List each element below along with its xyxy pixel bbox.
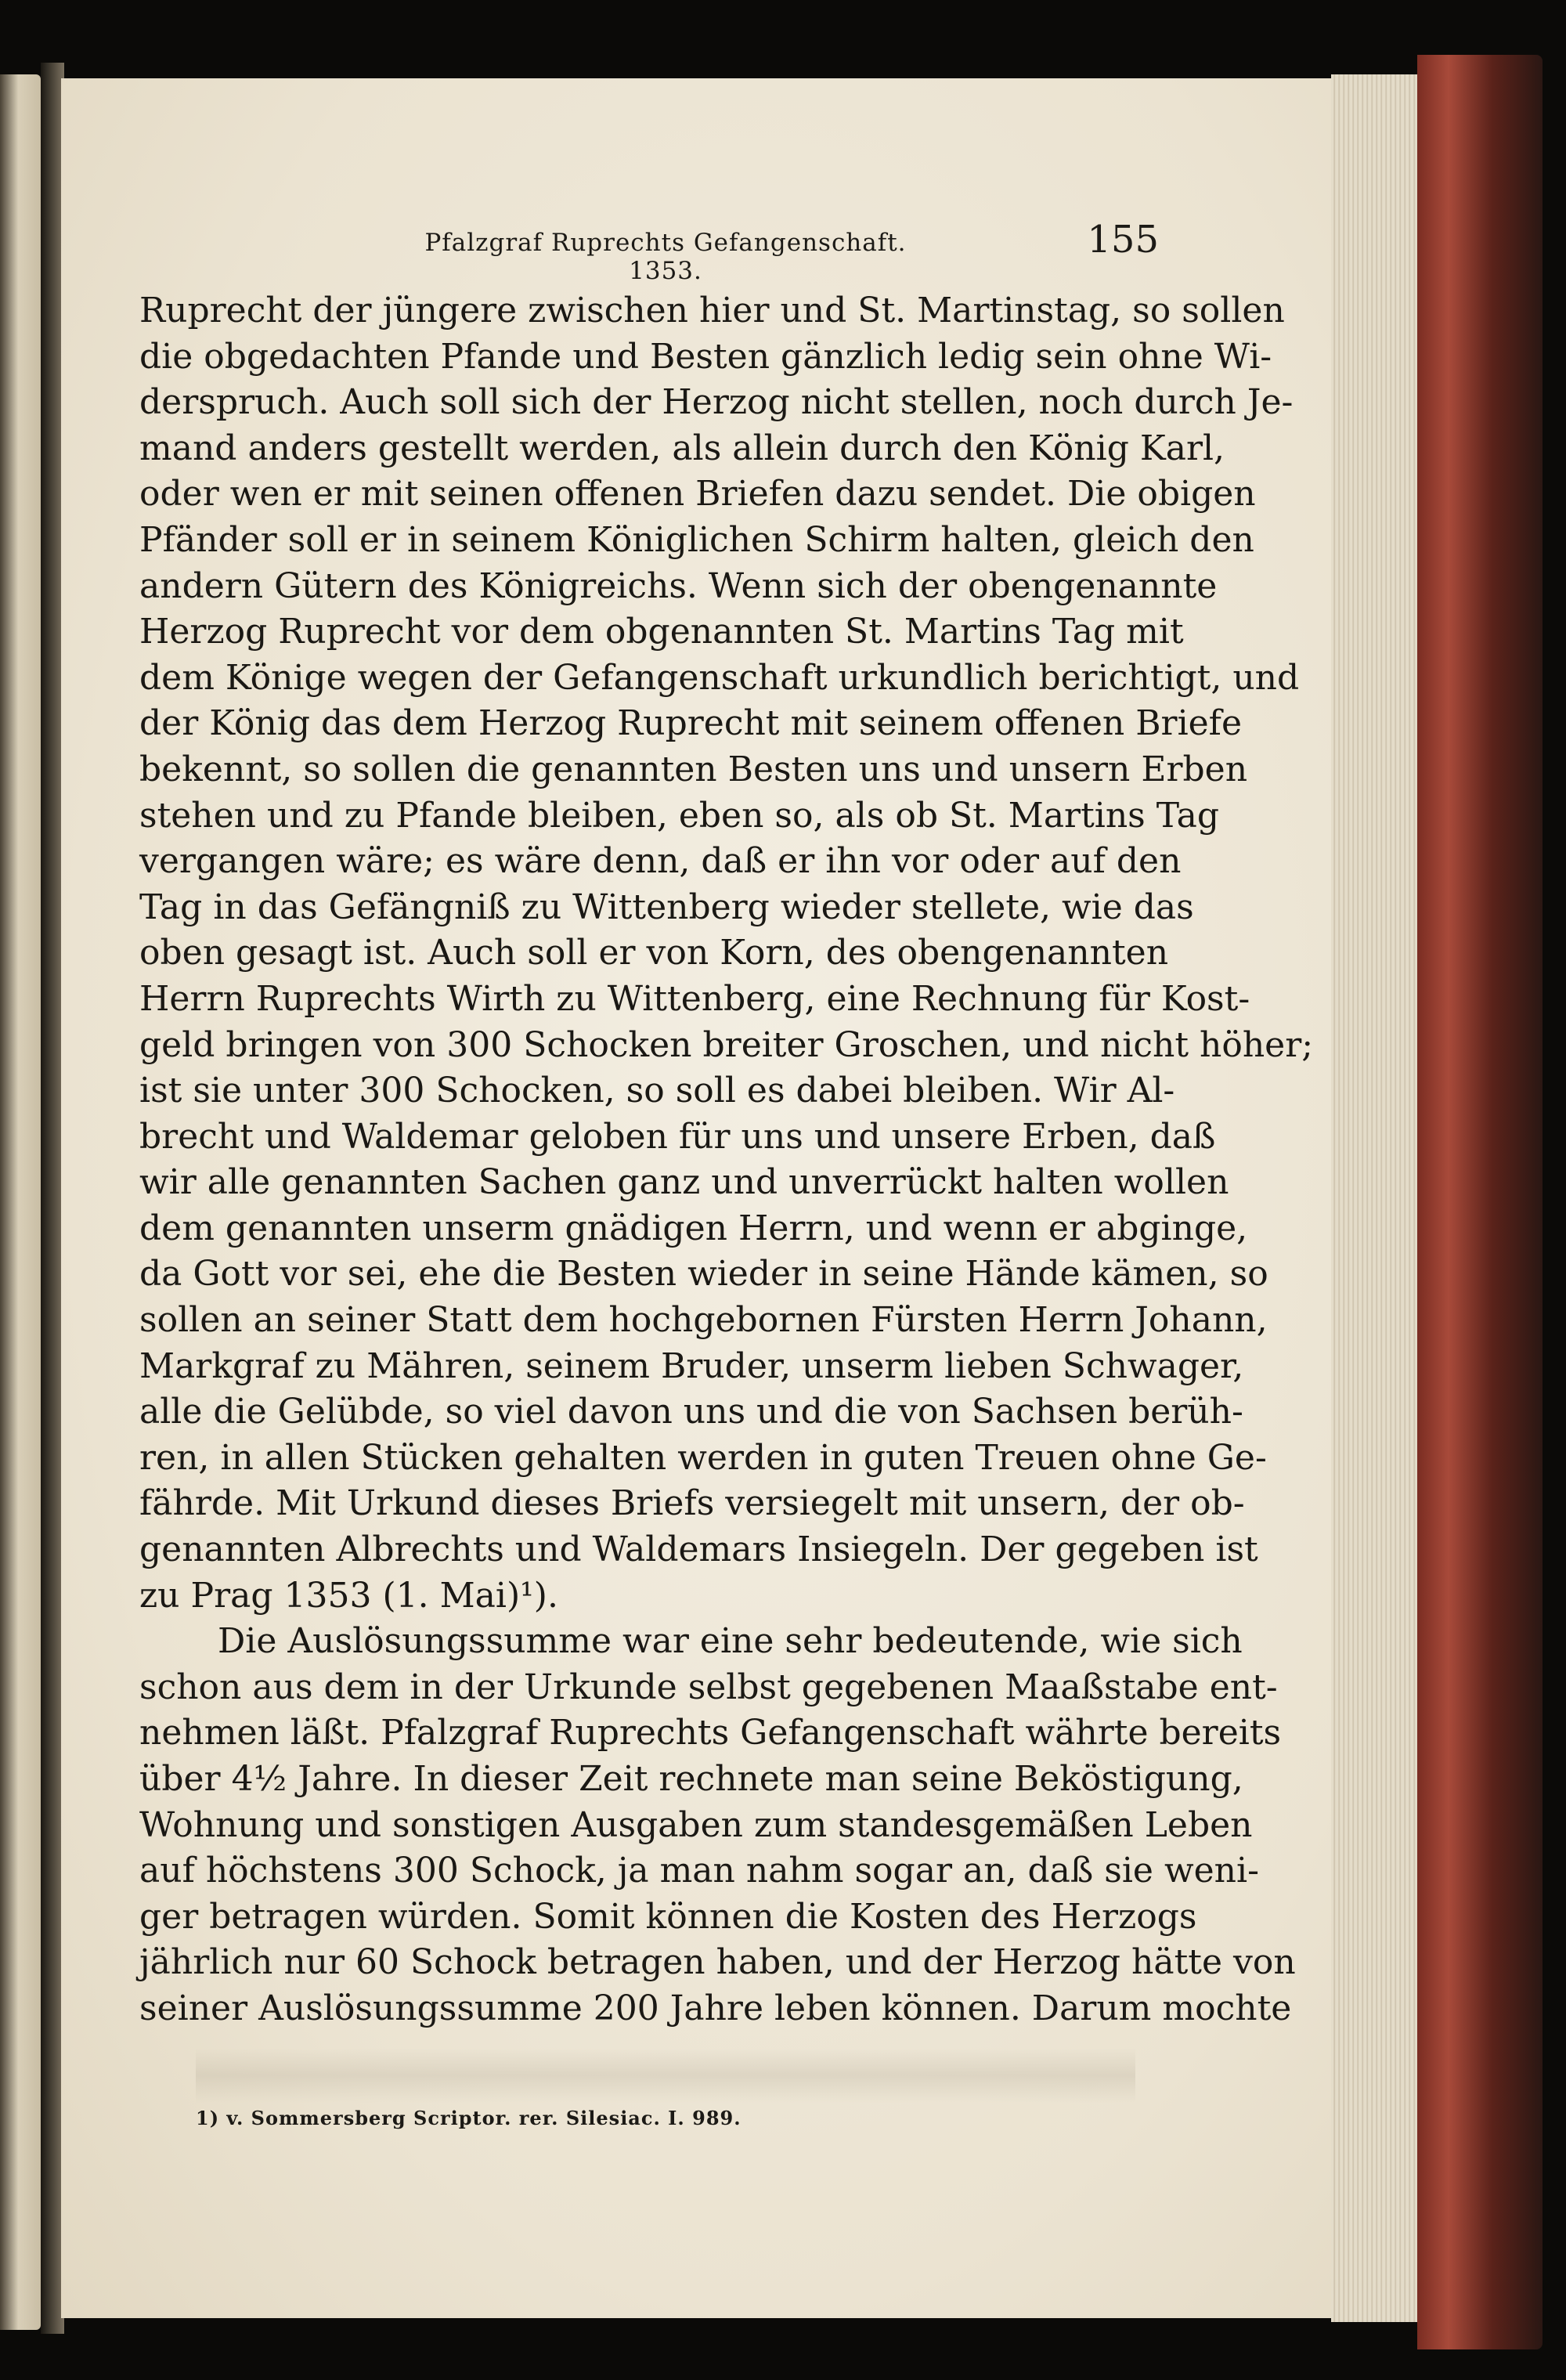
text-line: stehen und zu Pfande bleiben, eben so, als ob St. Martins Tag: [139, 795, 1220, 836]
text-line: über 4½ Jahre. In dieser Zeit rechnete man seine Beköstigung,: [139, 1759, 1243, 1799]
text-line: nehmen läßt. Pfalzgraf Ruprechts Gefangenschaft währte bereits: [139, 1713, 1282, 1753]
text-line: Tag in das Gefängniß zu Wittenberg wieder stellete, wie das: [139, 887, 1194, 927]
text-line: jährlich nur 60 Schock betragen haben, und der Herzog hätte von: [139, 1942, 1296, 1983]
text-line: Herzog Ruprecht vor dem obgenannten St. Martins Tag mit: [139, 612, 1184, 652]
text-line: auf höchstens 300 Schock, ja man nahm sogar an, daß sie weni-: [139, 1851, 1259, 1891]
text-line: Die Auslösungssumme war eine sehr bedeutende, wie sich: [218, 1621, 1243, 1662]
text-line: ist sie unter 300 Schocken, so soll es dabei bleiben. Wir Al-: [139, 1071, 1175, 1111]
text-line: Herrn Ruprechts Wirth zu Wittenberg, eine Rechnung für Kost-: [139, 978, 1250, 1019]
text-line: dem genannten unserm gnädigen Herrn, und wenn er abginge,: [139, 1208, 1248, 1248]
book-cover-edge: [1417, 55, 1543, 2349]
text-line: schon aus dem in der Urkunde selbst gegebenen Maaßstabe ent-: [139, 1667, 1278, 1707]
text-line: seiner Auslösungssumme 200 Jahre leben können. Darum mochte: [139, 1988, 1292, 2028]
text-line: fährde. Mit Urkund dieses Briefs versiegelt mit unsern, der ob-: [139, 1483, 1245, 1524]
text-line: andern Gütern des Königreichs. Wenn sich der obengenannte: [139, 565, 1218, 606]
text-line: vergangen wäre; es wäre denn, daß er ihn vor oder auf den: [139, 841, 1182, 882]
text-line: mand anders gestellt werden, als allein durch den König Karl,: [139, 428, 1225, 468]
text-line: ger betragen würden. Somit können die Kosten des Herzogs: [139, 1896, 1197, 1937]
footnote: 1) v. Sommersberg Scriptor. rer. Silesiac. I. 989.: [196, 2107, 742, 2129]
text-line: die obgedachten Pfande und Besten gänzlich ledig sein ohne Wi-: [139, 336, 1272, 377]
page-number: 155: [1087, 218, 1159, 262]
text-line: genannten Albrechts und Waldemars Insiegeln. Der gegeben ist: [139, 1529, 1258, 1570]
text-line: Pfänder soll er in seinem Königlichen Schirm halten, gleich den: [139, 519, 1254, 560]
text-line: da Gott vor sei, ehe die Besten wieder in seine Hände kämen, so: [139, 1254, 1268, 1295]
running-head: Pfalzgraf Ruprechts Gefangenschaft. 1353.: [424, 229, 907, 285]
text-line: zu Prag 1353 (1. Mai)¹).: [139, 1575, 558, 1616]
text-line: Ruprecht der jüngere zwischen hier und St. Martinstag, so sollen: [139, 291, 1285, 330]
show-through: [196, 2048, 1135, 2103]
text-line: Markgraf zu Mähren, seinem Bruder, unserm lieben Schwager,: [139, 1345, 1244, 1386]
text-line: ren, in allen Stücken gehalten werden in guten Treuen ohne Ge-: [139, 1437, 1267, 1478]
page-edges: [1331, 74, 1417, 2322]
text-line: der König das dem Herzog Ruprecht mit seinem offenen Briefe: [139, 703, 1242, 744]
text-line: bekennt, so sollen die genannten Besten uns und unsern Erben: [139, 749, 1248, 789]
text-line: geld bringen von 300 Schocken breiter Groschen, und nicht höher;: [139, 1024, 1314, 1065]
text-line: oben gesagt ist. Auch soll er von Korn, des obengenannten: [139, 933, 1169, 973]
text-line: derspruch. Auch soll sich der Herzog nicht stellen, noch durch Je-: [139, 382, 1294, 423]
text-line: oder wen er mit seinen offenen Briefen dazu sendet. Die obigen: [139, 474, 1256, 515]
text-line: wir alle genannten Sachen ganz und unverrückt halten wollen: [139, 1162, 1229, 1203]
text-line: alle die Gelübde, so viel davon uns und die von Sachsen berüh-: [139, 1392, 1243, 1432]
left-page-edge: [0, 74, 41, 2330]
body-text: [139, 288, 1314, 2032]
text-line: dem Könige wegen der Gefangenschaft urkundlich berichtigt, und: [139, 657, 1300, 698]
text-line: Wohnung und sonstigen Ausgaben zum standesgemäßen Leben: [139, 1804, 1253, 1845]
text-line: sollen an seiner Statt dem hochgebornen Fürsten Herrn Johann,: [139, 1300, 1268, 1341]
text-line: brecht und Waldemar geloben für uns und unsere Erben, daß: [139, 1116, 1216, 1157]
